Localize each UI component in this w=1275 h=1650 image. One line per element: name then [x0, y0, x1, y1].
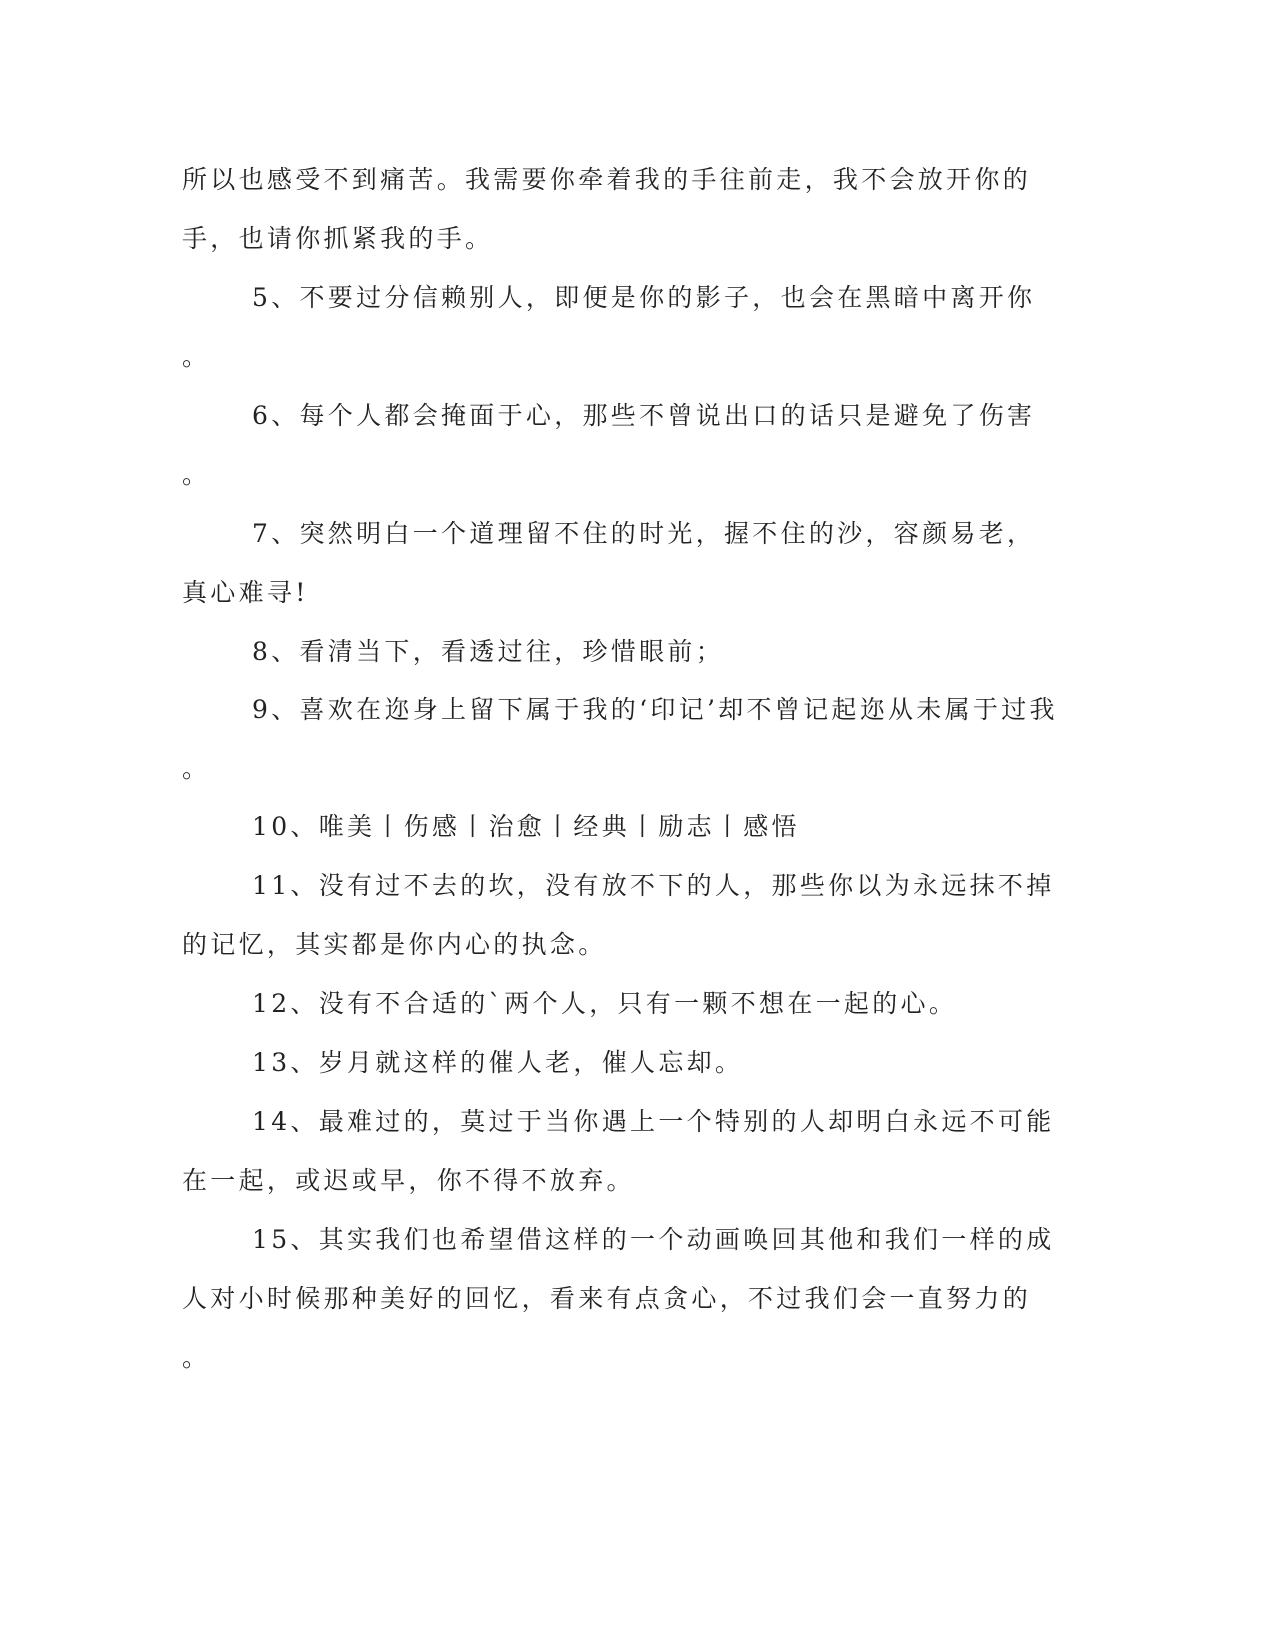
paragraph-5-line: 5、不要过分信赖别人，即便是你的影子，也会在黑暗中离开你 — [252, 283, 1036, 312]
paragraph-12-line: 12、没有不合适的`两个人，只有一颗不想在一起的心。 — [252, 989, 958, 1018]
text-line: 。 — [182, 342, 211, 371]
text-line: 人对小时候那种美好的回忆，看来有点贪心，不过我们会一直努力的 — [182, 1284, 1032, 1313]
paragraph-11-line: 11、没有过不去的坎，没有放不下的人，那些你以为永远抹不掉 — [252, 871, 1055, 900]
paragraph-8-line: 8、看清当下，看透过往，珍惜眼前； — [252, 637, 725, 666]
paragraph-7-line: 7、突然明白一个道理留不住的时光，握不住的沙，容颜易老， — [252, 519, 1036, 548]
paragraph-13-line: 13、岁月就这样的催人老，催人忘却。 — [252, 1048, 744, 1077]
text-line: 手，也请你抓紧我的手。 — [182, 224, 494, 253]
paragraph-14-line: 14、最难过的，莫过于当你遇上一个特别的人却明白永远不可能 — [252, 1107, 1055, 1136]
text-line: 。 — [182, 460, 211, 489]
text-line: 在一起，或迟或早，你不得不放弃。 — [182, 1166, 635, 1195]
text-line: 。 — [182, 1343, 211, 1372]
paragraph-10-line: 10、唯美丨伤感丨治愈丨经典丨励志丨感悟 — [252, 812, 800, 841]
paragraph-15-line: 15、其实我们也希望借这样的一个动画唤回其他和我们一样的成 — [252, 1225, 1055, 1254]
paragraph-9-line: 9、喜欢在迩身上留下属于我的‘印记’却不曾记起迩从未属于过我 — [252, 695, 1058, 724]
paragraph-6-line: 6、每个人都会掩面于心，那些不曾说出口的话只是避免了伤害 — [252, 401, 1036, 430]
text-line: 的记忆，其实都是你内心的执念。 — [182, 930, 607, 959]
text-line: 。 — [182, 754, 211, 783]
text-line: 真心难寻! — [182, 578, 309, 607]
text-line: 所以也感受不到痛苦。我需要你牵着我的手往前走，我不会放开你的 — [182, 165, 1032, 194]
